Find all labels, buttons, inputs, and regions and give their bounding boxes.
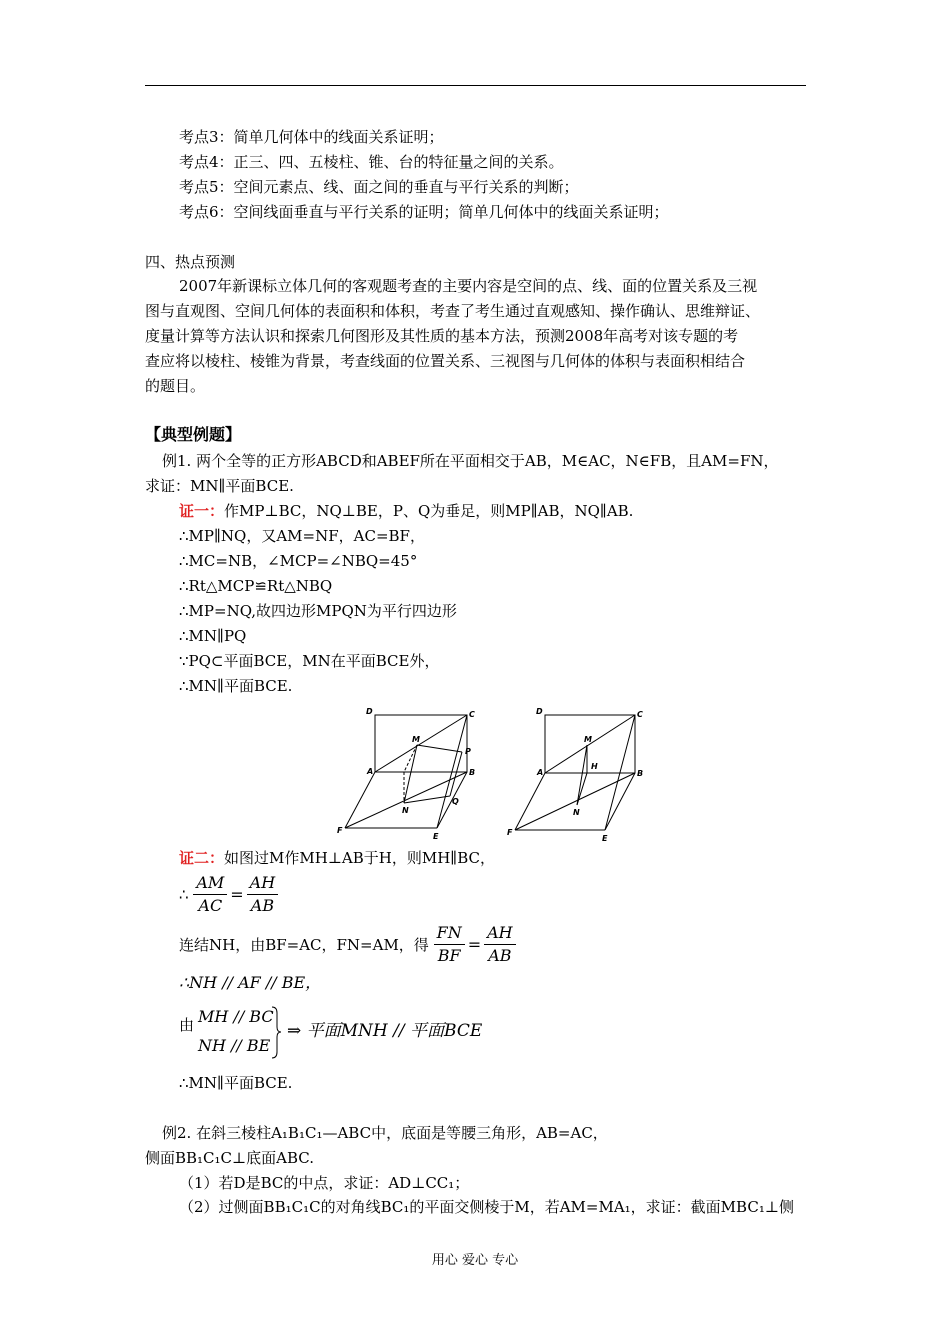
proof1-line: ∴MC=NB，∠MCP=∠NBQ=45° [179, 552, 418, 570]
fig2-label-N: N [573, 808, 580, 817]
page-footer: 用心 爱心 专心 [431, 1253, 519, 1268]
implies-line: ⇒ 平面MNH // 平面BCE [287, 1021, 483, 1041]
ex2-condition: 侧面BB₁C₁C⊥底面ABC. [145, 1149, 314, 1167]
paragraph-line: 度量计算等方法认识和探索几何图形及其性质的基本方法，预测2008年高考对该专题的考 [145, 327, 739, 345]
brace-line-2: NH // BE [198, 1036, 271, 1055]
fig1-label-N: N [402, 806, 409, 815]
header-rule [145, 85, 806, 86]
fraction-equation-1: ∴ $\frac{AM}{AC}$ = $\frac{AH}{AB}$ [179, 872, 278, 917]
proof1-line: ∵PQ⊂平面BCE，MN在平面BCE外， [179, 652, 440, 670]
fig1-label-M: M [412, 735, 420, 744]
nh-parallel-line: ∴NH // AF // BE， [179, 973, 322, 992]
proof2-line: 证二：如图过M作MH⊥AB于H，则MH∥BC， [179, 849, 496, 867]
proof1-line: ∴MN∥PQ [179, 627, 247, 645]
right-brace [270, 1005, 282, 1060]
fig1-label-B: B [469, 768, 476, 777]
paragraph-line: 2007年新课标立体几何的客观题考查的主要内容是空间的点、线、面的位置关系及三视 [179, 277, 758, 295]
kaodian-4: 考点4：正三、四、五棱柱、锥、台的特征量之间的关系。 [179, 153, 564, 171]
fig1-label-P: P [465, 747, 471, 756]
fig1-label-A: A [367, 767, 374, 776]
ex2-statement: 例2. 在斜三棱柱A₁B₁C₁—ABC中，底面是等腰三角形，AB=AC， [162, 1124, 608, 1142]
fig2-label-A: A [537, 768, 544, 777]
brace-line-1: MH // BC [198, 1007, 274, 1026]
ex2-question-1: （1）若D是BC的中点，求证：AD⊥CC₁； [179, 1174, 470, 1192]
kaodian-5: 考点5：空间元素点、线、面之间的垂直与平行关系的判断； [179, 178, 579, 196]
ex2-question-2: （2）过侧面BB₁C₁C的对角线BC₁的平面交侧棱于M，若AM=MA₁，求证：截面MBC₁⊥侧 [179, 1198, 794, 1216]
fig2-label-B: B [637, 769, 644, 778]
fig2-label-M: M [584, 735, 592, 744]
section-title: 四、热点预测 [145, 253, 236, 271]
fig1-label-E: E [433, 832, 439, 841]
fig1-label-Q: Q [452, 797, 459, 806]
fig2-label-C: C [637, 710, 643, 719]
paragraph-line: 图与直观图、空间几何体的表面积和体积，考查了考生通过直观感知、操作确认、思维辩证、 [145, 302, 761, 320]
paragraph-line: 查应将以棱柱、棱锥为背景，考查线面的位置关系、三视图与几何体的体积与表面积相结合 [145, 352, 746, 370]
paragraph-line: 的题目。 [145, 377, 206, 395]
kaodian-3: 考点3：简单几何体中的线面关系证明； [179, 128, 444, 146]
proof2-conclusion: ∴MN∥平面BCE. [179, 1074, 293, 1092]
kaodian-6: 考点6：空间线面垂直与平行关系的证明；简单几何体中的线面关系证明； [179, 203, 669, 221]
fig1-label-D: D [366, 707, 373, 716]
figure-2 [505, 703, 655, 843]
proof1-line: ∴MP=NQ,故四边形MPQN为平行四边形 [179, 602, 457, 620]
proof1-line: ∴MP∥NQ，又AM=NF，AC=BF， [179, 527, 425, 545]
fig2-label-E: E [602, 834, 608, 843]
proof1-line: ∴MN∥平面BCE. [179, 677, 293, 695]
figure-1 [335, 703, 485, 843]
ex1-goal: 求证：MN∥平面BCE. [145, 477, 294, 495]
proof2-label: 证二： [179, 849, 225, 867]
fig2-label-D: D [536, 707, 543, 716]
fig2-label-H: H [591, 762, 598, 771]
fig2-label-F: F [507, 828, 513, 837]
you-label: 由 [179, 1016, 195, 1034]
fraction-equation-2: 连结NH，由BF=AC，FN=AM，得 $\frac{FN}{BF}$ = $\frac{AH}{AB}$ [179, 922, 516, 967]
proof1-label: 证一： [179, 502, 225, 520]
fig1-label-F: F [337, 826, 343, 835]
ex1-statement: 例1. 两个全等的正方形ABCD和ABEF所在平面相交于AB，M∈AC，N∈FB，且AM=FN， [162, 452, 779, 470]
examples-heading: 【典型例题】 [145, 425, 242, 444]
proof1-line: 证一：作MP⊥BC，NQ⊥BE，P、Q为垂足，则MP∥AB，NQ∥AB. [179, 502, 634, 520]
proof1-line: ∴Rt△MCP≌Rt△NBQ [179, 577, 333, 595]
fig1-label-C: C [469, 710, 475, 719]
